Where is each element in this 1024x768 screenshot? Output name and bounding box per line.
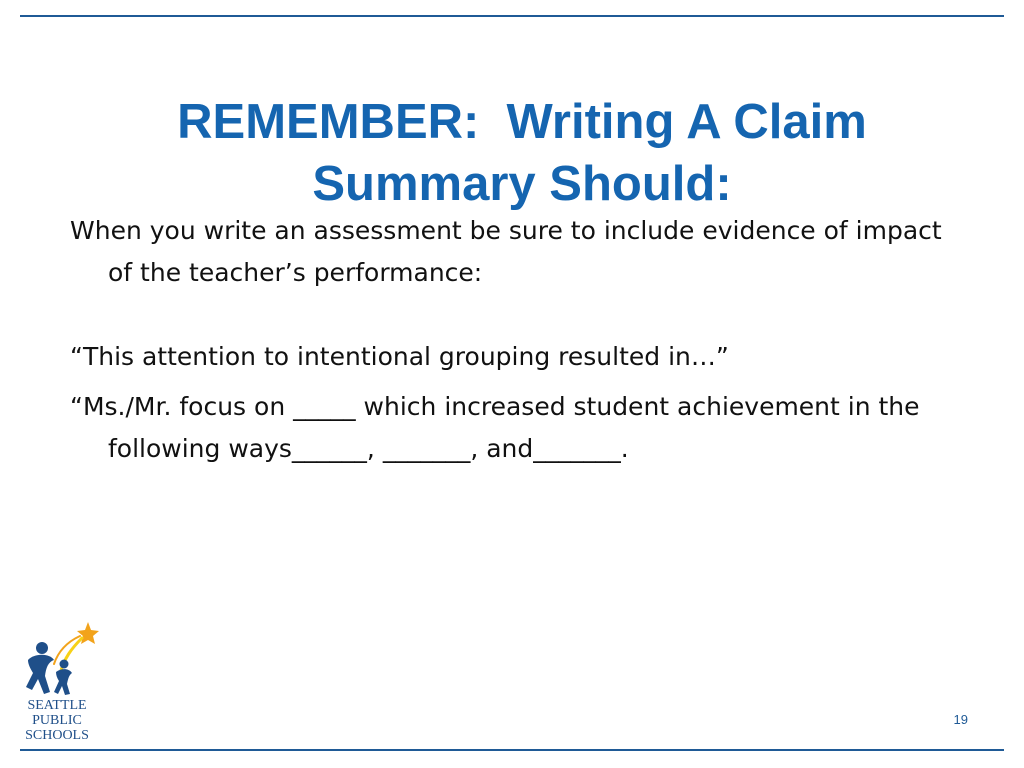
body-paragraph-evidence: When you write an assessment be sure to include evidence of impact of the teacher’s performance: <box>70 216 942 287</box>
logo-text-line-3: SCHOOLS <box>25 728 89 743</box>
logo-text <box>24 698 90 743</box>
seattle-public-schools-logo-icon <box>20 618 100 696</box>
page-number: 19 <box>953 712 968 727</box>
body-paragraph-focus-quote: “Ms./Mr. focus on _____ which increased student achievement in the following ways______, _______, and_______. <box>70 392 920 463</box>
body-paragraph-grouping-quote: “This attention to intentional grouping resulted in…” <box>70 342 729 371</box>
top-rule <box>20 15 1004 17</box>
logo-text-line-1: SEATTLE <box>27 698 87 713</box>
slide-body <box>70 210 960 470</box>
slide-title-line-2: Summary Should: <box>312 156 732 211</box>
seattle-public-schools-logo <box>20 618 100 746</box>
slide-title <box>60 91 984 215</box>
logo-text-line-2: PUBLIC <box>32 713 82 728</box>
bottom-rule <box>20 749 1004 751</box>
slide-title-line-1: REMEMBER: Writing A Claim <box>177 94 867 149</box>
